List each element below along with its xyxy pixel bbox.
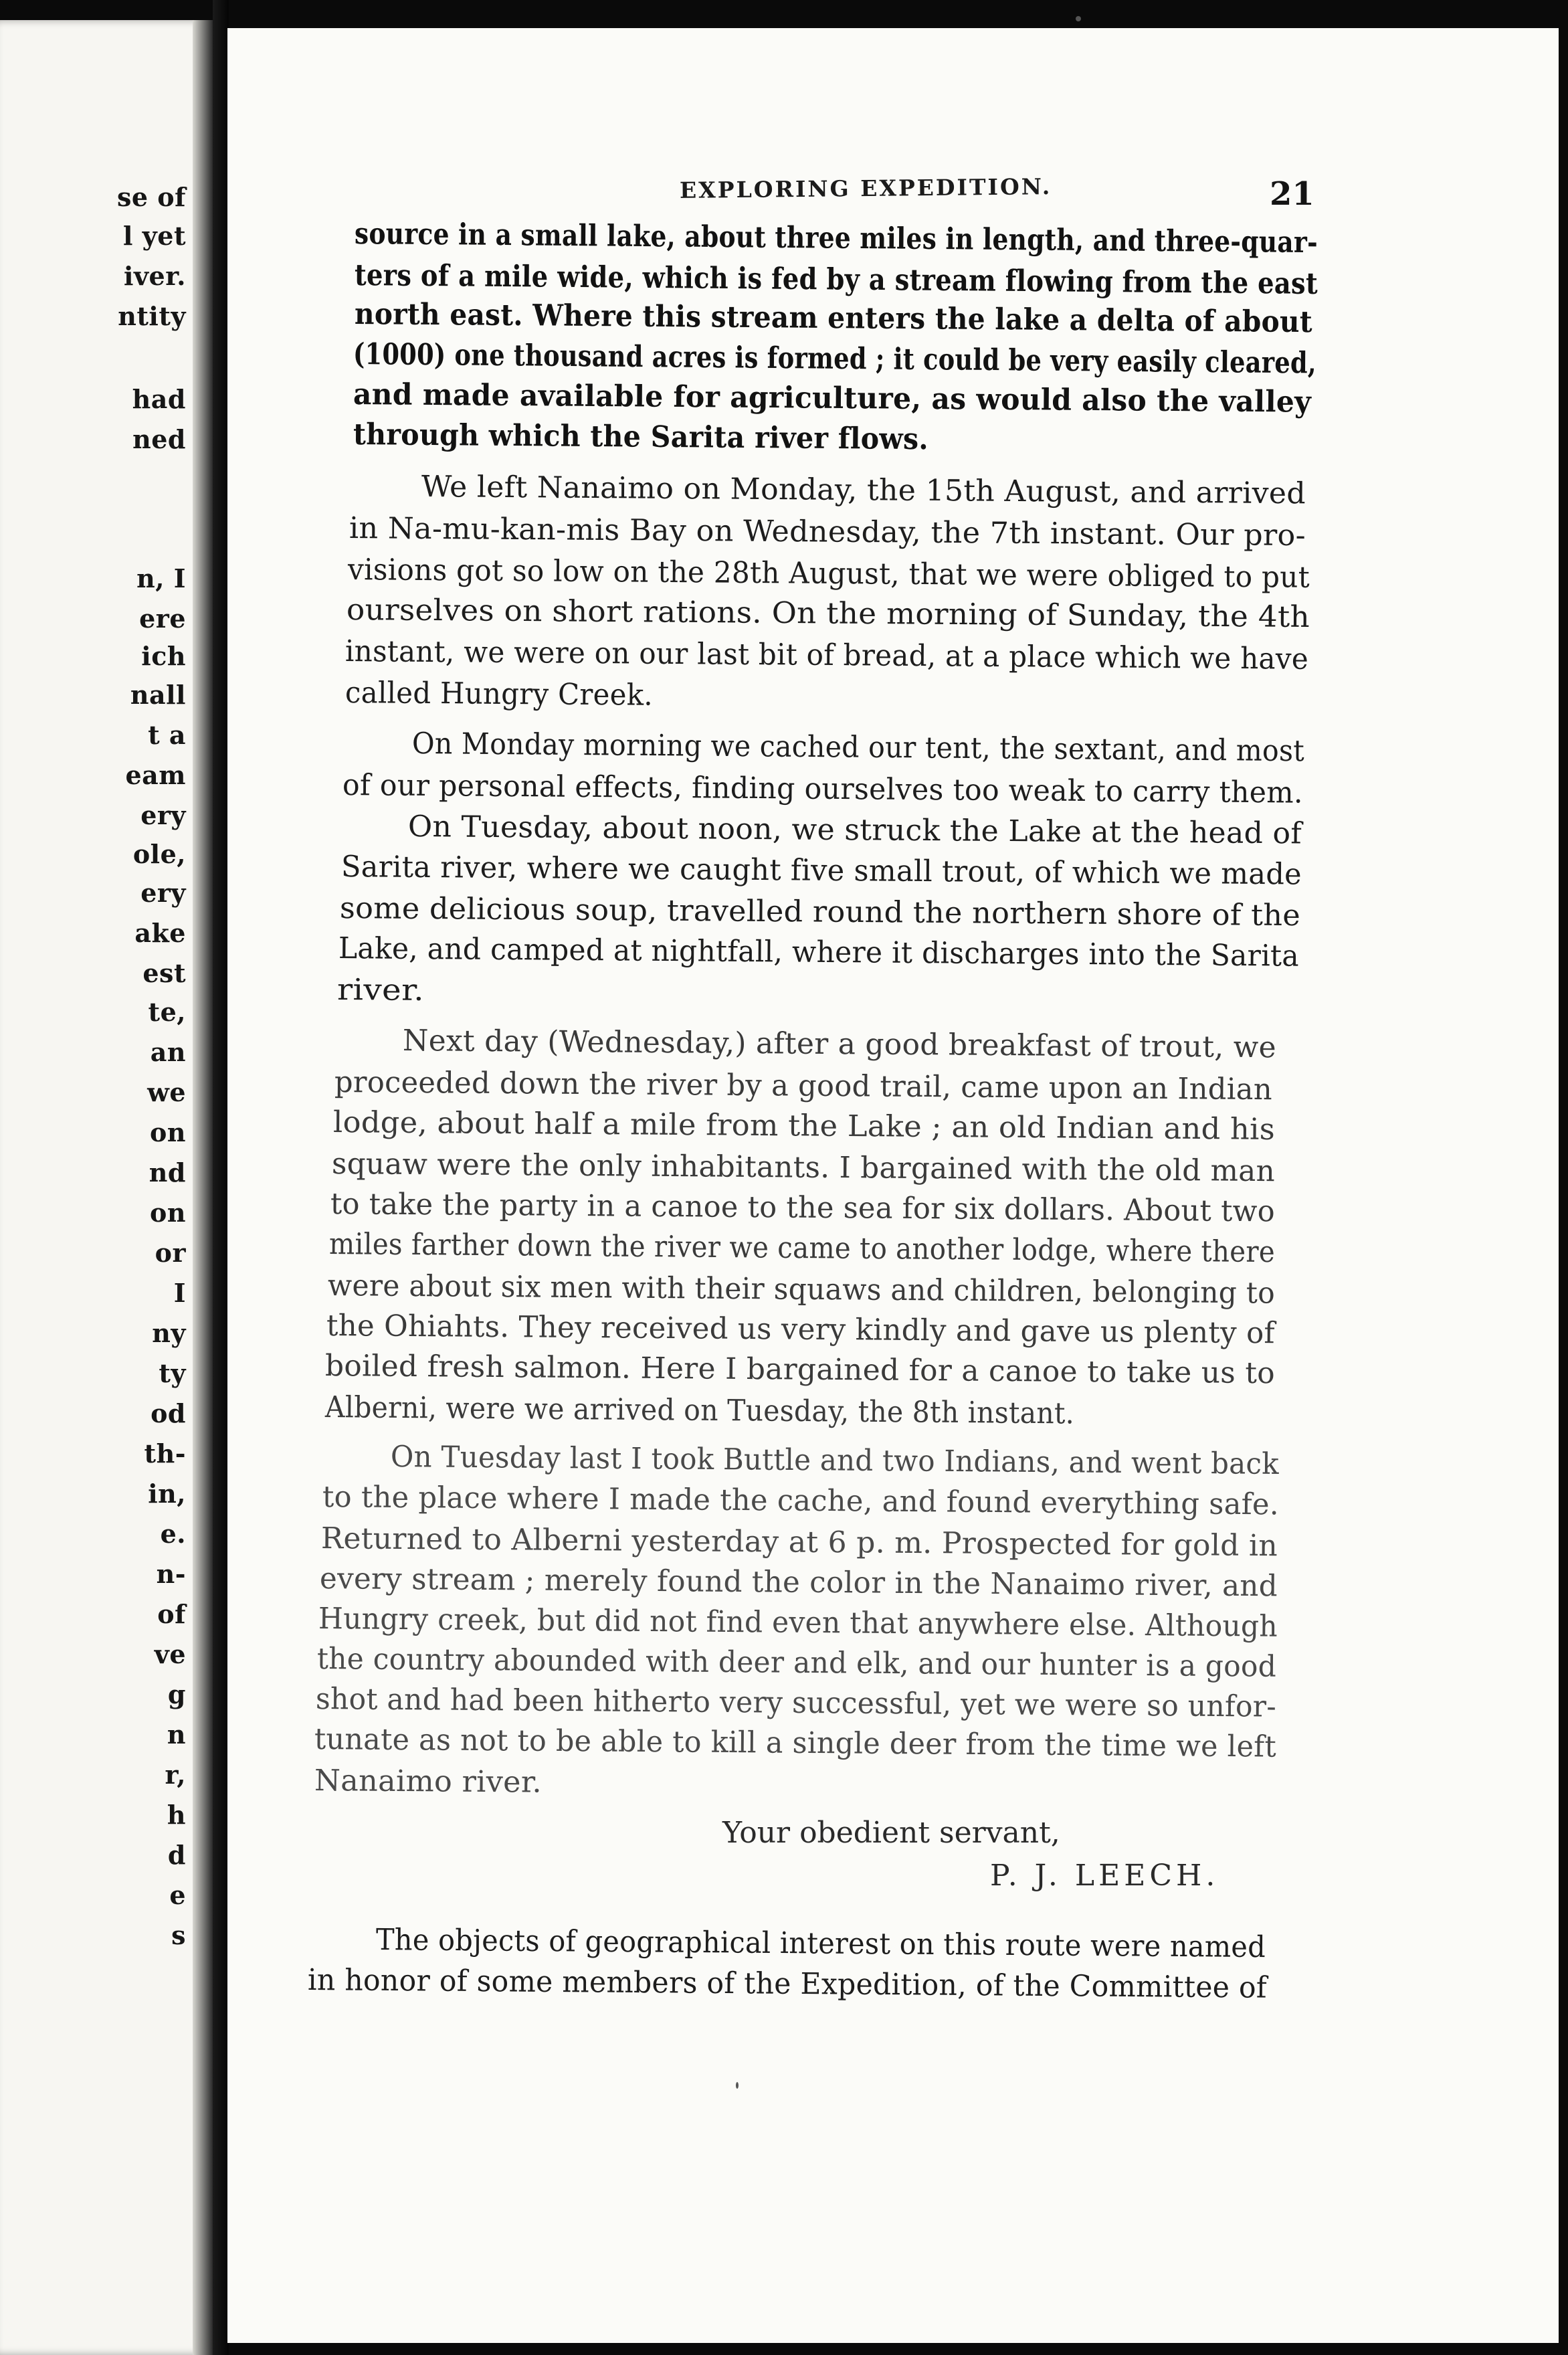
left-page-fragment: s bbox=[171, 1920, 186, 1950]
text-line: some delicious soup, travelled round the northern shore of the bbox=[339, 891, 1301, 933]
text-line: (1000) one thousand acres is formed ; it could be very easily cleared, bbox=[353, 337, 1317, 381]
text-line: tunate as not to be able to kill a single deer from the time we left bbox=[314, 1722, 1277, 1764]
text-line: Hungry creek, but did not find even that anywhere else. Although bbox=[318, 1602, 1278, 1644]
left-page-fragment: ned bbox=[132, 424, 186, 454]
text-line: squaw were the only inhabitants. I bargained with the old man bbox=[331, 1147, 1276, 1189]
left-page-fragment: nall bbox=[130, 680, 186, 710]
text-line: Next day (Wednesday,) after a good breakfast of trout, we bbox=[402, 1024, 1277, 1065]
text-line: ourselves on short rations. On the morning of Sunday, the 4th bbox=[346, 593, 1310, 634]
left-page-fragment: ve bbox=[154, 1639, 186, 1669]
left-page-fragment: nd bbox=[149, 1157, 186, 1188]
text-line: ters of a mile wide, which is fed by a stream flowing from the east bbox=[354, 258, 1318, 301]
left-page-fragment: eam bbox=[125, 760, 186, 790]
text-line: shot and had been hitherto very successful, yet we were so unfor- bbox=[315, 1682, 1277, 1724]
left-page-fragment: ty bbox=[159, 1358, 186, 1388]
left-page-fragment: te, bbox=[148, 997, 186, 1027]
left-page-fragment: iver. bbox=[124, 261, 186, 291]
left-page-fragment: se of bbox=[117, 182, 186, 212]
left-page-fragment: th- bbox=[144, 1438, 186, 1469]
closing-salutation: Your obedient servant, bbox=[722, 1816, 1060, 1850]
text-line: On Tuesday last I took Buttle and two Indians, and went back bbox=[390, 1440, 1280, 1481]
text-line: Returned to Alberni yesterday at 6 p. m. Prospected for gold in bbox=[320, 1521, 1278, 1564]
text-line: the Ohiahts. They received us very kindly and gave us plenty of bbox=[326, 1309, 1276, 1351]
text-line: boiled fresh salmon. Here I bargained for a canoe to take us to bbox=[324, 1349, 1276, 1391]
text-line: Nanaimo river. bbox=[314, 1764, 543, 1800]
text-line: in Na-mu-kan-mis Bay on Wednesday, the 7th instant. Our pro- bbox=[349, 511, 1306, 553]
signature-name: P. J. LEECH. bbox=[990, 1859, 1219, 1893]
text-line: source in a small lake, about three miles in length, and three-quar- bbox=[354, 217, 1318, 260]
text-line: to the place where I made the cache, and found everything safe. bbox=[322, 1480, 1280, 1522]
left-page-fragment: an bbox=[150, 1037, 186, 1067]
left-page-fragment: ntity bbox=[118, 301, 186, 331]
left-page-fragment: ole, bbox=[132, 839, 186, 869]
text-line: to take the party in a canoe to the sea for six dollars. About two bbox=[330, 1187, 1276, 1229]
dust-speck bbox=[736, 2082, 739, 2089]
left-page-fragment: on bbox=[150, 1117, 186, 1147]
text-line: instant, we were on our last bit of bread, at a place which we have bbox=[345, 634, 1309, 676]
text-line: the country abounded with deer and elk, and our hunter is a good bbox=[316, 1642, 1277, 1684]
text-line: Sarita river, where we caught five small trout, of which we made bbox=[340, 850, 1302, 892]
left-page-fragment: on bbox=[150, 1198, 186, 1228]
left-page-fragment: we bbox=[147, 1077, 186, 1107]
running-head: EXPLORING EXPEDITION. bbox=[679, 173, 1052, 203]
book-spine-gap bbox=[213, 0, 229, 2355]
text-line: and made available for agriculture, as would also the valley bbox=[353, 377, 1312, 419]
left-page-fragment: ake bbox=[134, 918, 186, 948]
left-page-fragment: ich bbox=[141, 641, 186, 671]
text-line: lodge, about half a mile from the Lake ; an old Indian and his bbox=[332, 1105, 1276, 1147]
left-page-fragment: in, bbox=[148, 1479, 186, 1509]
left-page-fragment: ery bbox=[140, 800, 186, 830]
text-line: On Tuesday, about noon, we struck the Lake at the head of bbox=[407, 810, 1302, 851]
page-number: 21 bbox=[1270, 175, 1314, 213]
text-line: On Monday morning we cached our tent, the sextant, and most bbox=[411, 727, 1305, 769]
left-page-fragment: or bbox=[155, 1238, 186, 1268]
left-page-fragment: ery bbox=[140, 878, 186, 908]
text-line: river. bbox=[336, 973, 425, 1008]
left-page-fragment: od bbox=[151, 1398, 186, 1428]
text-line: north east. Where this stream enters the lake a delta of about bbox=[354, 297, 1313, 340]
left-page-fragment: n- bbox=[156, 1559, 186, 1589]
left-page-fragment: t a bbox=[148, 720, 186, 750]
text-line: through which the Sarita river flows. bbox=[353, 417, 929, 457]
text-line: The objects of geographical interest on this route were named bbox=[375, 1923, 1266, 1965]
left-page-fragment: h bbox=[167, 1800, 186, 1830]
left-page-gutter-shadow bbox=[193, 20, 213, 2355]
left-page-fragment: r, bbox=[165, 1760, 186, 1790]
left-page-fragment: ny bbox=[152, 1318, 186, 1348]
left-page-fragment: e bbox=[169, 1880, 186, 1910]
text-line: miles farther down the river we came to another lodge, where there bbox=[328, 1227, 1276, 1270]
text-line: were about six men with their squaws and children, belonging to bbox=[327, 1268, 1276, 1311]
left-page-fragment: l yet bbox=[123, 221, 186, 251]
text-line: every stream ; merely found the color in the Nanaimo river, and bbox=[319, 1562, 1278, 1604]
left-page-fragment: est bbox=[142, 958, 186, 988]
left-page-fragment: had bbox=[132, 384, 186, 414]
text-line: Alberni, were we arrived on Tuesday, the 8th instant. bbox=[324, 1390, 1075, 1431]
left-page-fragment: e. bbox=[160, 1519, 186, 1549]
text-line: We left Nanaimo on Monday, the 15th August, and arrived bbox=[421, 470, 1306, 511]
text-line: in honor of some members of the Expedition, of the Committee of bbox=[307, 1963, 1268, 2005]
left-page-fragment: ere bbox=[139, 603, 186, 634]
left-page-fragment: g bbox=[167, 1679, 186, 1709]
text-line: Lake, and camped at nightfall, where it discharges into the Sarita bbox=[338, 931, 1300, 973]
text-line: proceeded down the river by a good trail, came upon an Indian bbox=[334, 1065, 1273, 1107]
text-line: of our personal effects, finding ourselves too weak to carry them. bbox=[342, 768, 1304, 810]
text-line: visions got so low on the 28th August, that we were obliged to put bbox=[347, 553, 1310, 595]
left-page-fragment: of bbox=[157, 1599, 186, 1629]
left-page-edge bbox=[0, 20, 213, 2355]
left-page-fragment: I bbox=[173, 1278, 186, 1308]
left-page-fragment: d bbox=[167, 1840, 186, 1870]
text-line: called Hungry Creek. bbox=[345, 676, 654, 713]
dust-speck bbox=[1076, 16, 1081, 21]
left-page-fragment: n, I bbox=[136, 563, 186, 593]
left-page-fragment: n bbox=[167, 1719, 186, 1750]
